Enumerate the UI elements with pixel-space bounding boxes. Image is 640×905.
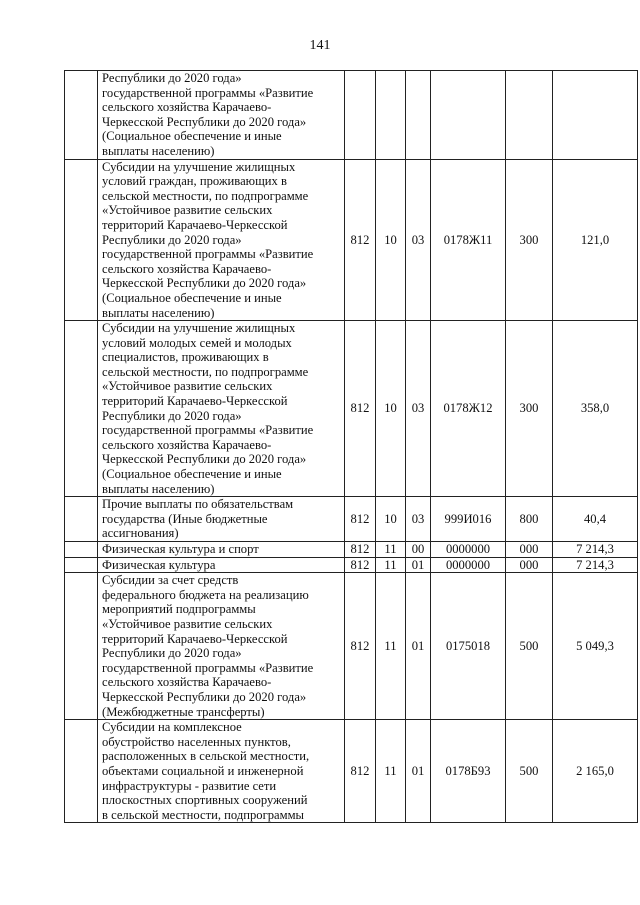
description-line: Черкесской Республики до 2020 года»: [102, 276, 307, 291]
description-line: Субсидии на улучшение жилищных: [102, 159, 296, 174]
dept-code-cell: 812: [345, 720, 376, 823]
description-line: обустройство населенных пунктов,: [102, 734, 291, 749]
index-cell: [65, 573, 98, 720]
table-row: [65, 71, 638, 160]
description-line: Субсидии за счет средств: [102, 573, 239, 588]
subsection-cell: 03: [406, 159, 431, 321]
description-line: государственной программы «Развитие: [102, 85, 314, 100]
description-line: Республики до 2020 года»: [102, 232, 242, 247]
table-row: [65, 542, 638, 558]
expense-type-cell: 800: [506, 497, 553, 542]
subsection-cell: 00: [406, 542, 431, 558]
index-cell: [65, 71, 98, 160]
dept-code-cell: 812: [345, 159, 376, 321]
description-line: в сельской местности, подпрограммы: [102, 807, 305, 822]
dept-code-cell: 812: [345, 557, 376, 573]
dept-code-cell: [345, 71, 376, 160]
description-line: Черкесской Республики до 2020 года»: [102, 689, 307, 704]
description-line: ассигнования): [102, 526, 179, 541]
description-line: «Устойчивое развитие сельских: [102, 616, 273, 631]
description-line: территорий Карачаево-Черкесской: [102, 631, 288, 646]
description-line: (Социальное обеспечение и иные: [102, 129, 282, 144]
description-line: «Устойчивое развитие сельских: [102, 379, 273, 394]
index-cell: [65, 321, 98, 497]
description-line: расположенных в сельской местности,: [102, 749, 310, 764]
description-line: выплаты населению): [102, 481, 215, 496]
amount-cell: 7 214,3: [553, 557, 638, 573]
subsection-cell: 03: [406, 497, 431, 542]
dept-code-cell: 812: [345, 321, 376, 497]
description-line: Прочие выплаты по обязательствам: [102, 497, 294, 512]
description-line: сельского хозяйства Карачаево-: [102, 437, 272, 452]
section-cell: 10: [376, 497, 406, 542]
dept-code-cell: 812: [345, 542, 376, 558]
description-line: мероприятий подпрограммы: [102, 602, 256, 617]
section-cell: 11: [376, 557, 406, 573]
table-row: [65, 497, 638, 542]
description-line: государственной программы «Развитие: [102, 660, 314, 675]
description-line: плоскостных спортивных сооружений: [102, 793, 308, 808]
section-cell: [376, 71, 406, 160]
expense-type-cell: 000: [506, 557, 553, 573]
description-line: выплаты населению): [102, 143, 215, 158]
amount-cell: 2 165,0: [553, 720, 638, 823]
index-cell: [65, 720, 98, 823]
table-row: [65, 159, 638, 321]
index-cell: [65, 542, 98, 558]
subsection-cell: [406, 71, 431, 160]
description-line: сельской местности, по подпрограмме: [102, 188, 309, 203]
amount-cell: 121,0: [553, 159, 638, 321]
amount-cell: 7 214,3: [553, 542, 638, 558]
description-line: условий граждан, проживающих в: [102, 174, 287, 189]
description-line: Республики до 2020 года»: [102, 408, 242, 423]
index-cell: [65, 159, 98, 321]
amount-cell: 358,0: [553, 321, 638, 497]
dept-code-cell: 812: [345, 497, 376, 542]
table-row: [65, 720, 638, 823]
description-cell: [98, 497, 345, 542]
description-line: сельского хозяйства Карачаево-: [102, 261, 272, 276]
description-line: государственной программы «Развитие: [102, 423, 314, 438]
description-line: Физическая культура: [102, 557, 216, 572]
description-line: государственной программы «Развитие: [102, 247, 314, 262]
expense-type-cell: 000: [506, 542, 553, 558]
description-cell: [98, 557, 345, 573]
dept-code-cell: 812: [345, 573, 376, 720]
description-cell: [98, 542, 345, 558]
section-cell: 11: [376, 720, 406, 823]
index-cell: [65, 557, 98, 573]
description-line: условий молодых семей и молодых: [102, 335, 292, 350]
expense-type-cell: 500: [506, 573, 553, 720]
amount-cell: [553, 71, 638, 160]
expense-type-cell: 500: [506, 720, 553, 823]
expense-type-cell: 300: [506, 321, 553, 497]
page-number: 141: [309, 38, 331, 53]
description-line: Субсидии на улучшение жилищных: [102, 321, 296, 336]
budget-table-body: [65, 71, 638, 823]
section-cell: 10: [376, 159, 406, 321]
description-line: Республики до 2020 года»: [102, 71, 242, 85]
description-line: «Устойчивое развитие сельских: [102, 203, 273, 218]
description-line: федерального бюджета на реализацию: [102, 587, 309, 602]
description-cell: [98, 321, 345, 497]
target-article-cell: 0178Б93: [431, 720, 506, 823]
description-line: сельской местности, по подпрограмме: [102, 364, 309, 379]
description-line: Физическая культура и спорт: [102, 542, 259, 556]
description-line: специалистов, проживающих в: [102, 350, 269, 365]
expense-type-cell: 300: [506, 159, 553, 321]
section-cell: 10: [376, 321, 406, 497]
table-row: [65, 557, 638, 573]
description-line: сельского хозяйства Карачаево-: [102, 675, 272, 690]
budget-table: [64, 70, 638, 823]
target-article-cell: 0178Ж11: [431, 159, 506, 321]
target-article-cell: 0178Ж12: [431, 321, 506, 497]
subsection-cell: 01: [406, 557, 431, 573]
table-row: [65, 573, 638, 720]
description-line: территорий Карачаево-Черкесской: [102, 217, 288, 232]
section-cell: 11: [376, 542, 406, 558]
description-line: Субсидии на комплексное: [102, 720, 242, 735]
description-line: (Межбюджетные трансферты): [102, 704, 265, 719]
description-line: инфраструктуры - развитие сети: [102, 778, 277, 793]
expense-type-cell: [506, 71, 553, 160]
description-cell: [98, 573, 345, 720]
amount-cell: 5 049,3: [553, 573, 638, 720]
description-line: (Социальное обеспечение и иные: [102, 467, 282, 482]
description-line: объектами социальной и инженерной: [102, 763, 304, 778]
index-cell: [65, 497, 98, 542]
description-line: (Социальное обеспечение и иные: [102, 290, 282, 305]
description-line: территорий Карачаево-Черкесской: [102, 394, 288, 409]
target-article-cell: 0000000: [431, 542, 506, 558]
section-cell: 11: [376, 573, 406, 720]
description-line: Черкесской Республики до 2020 года»: [102, 452, 307, 467]
description-line: Республики до 2020 года»: [102, 646, 242, 661]
subsection-cell: 03: [406, 321, 431, 497]
target-article-cell: 999И016: [431, 497, 506, 542]
target-article-cell: [431, 71, 506, 160]
target-article-cell: 0175018: [431, 573, 506, 720]
subsection-cell: 01: [406, 720, 431, 823]
description-line: выплаты населению): [102, 305, 215, 320]
description-cell: [98, 159, 345, 321]
table-row: [65, 321, 638, 497]
amount-cell: 40,4: [553, 497, 638, 542]
subsection-cell: 01: [406, 573, 431, 720]
description-line: Черкесской Республики до 2020 года»: [102, 114, 307, 129]
description-cell: [98, 720, 345, 823]
target-article-cell: 0000000: [431, 557, 506, 573]
description-cell: [98, 71, 345, 160]
description-line: государства (Иные бюджетные: [102, 511, 268, 526]
description-line: сельского хозяйства Карачаево-: [102, 100, 272, 115]
